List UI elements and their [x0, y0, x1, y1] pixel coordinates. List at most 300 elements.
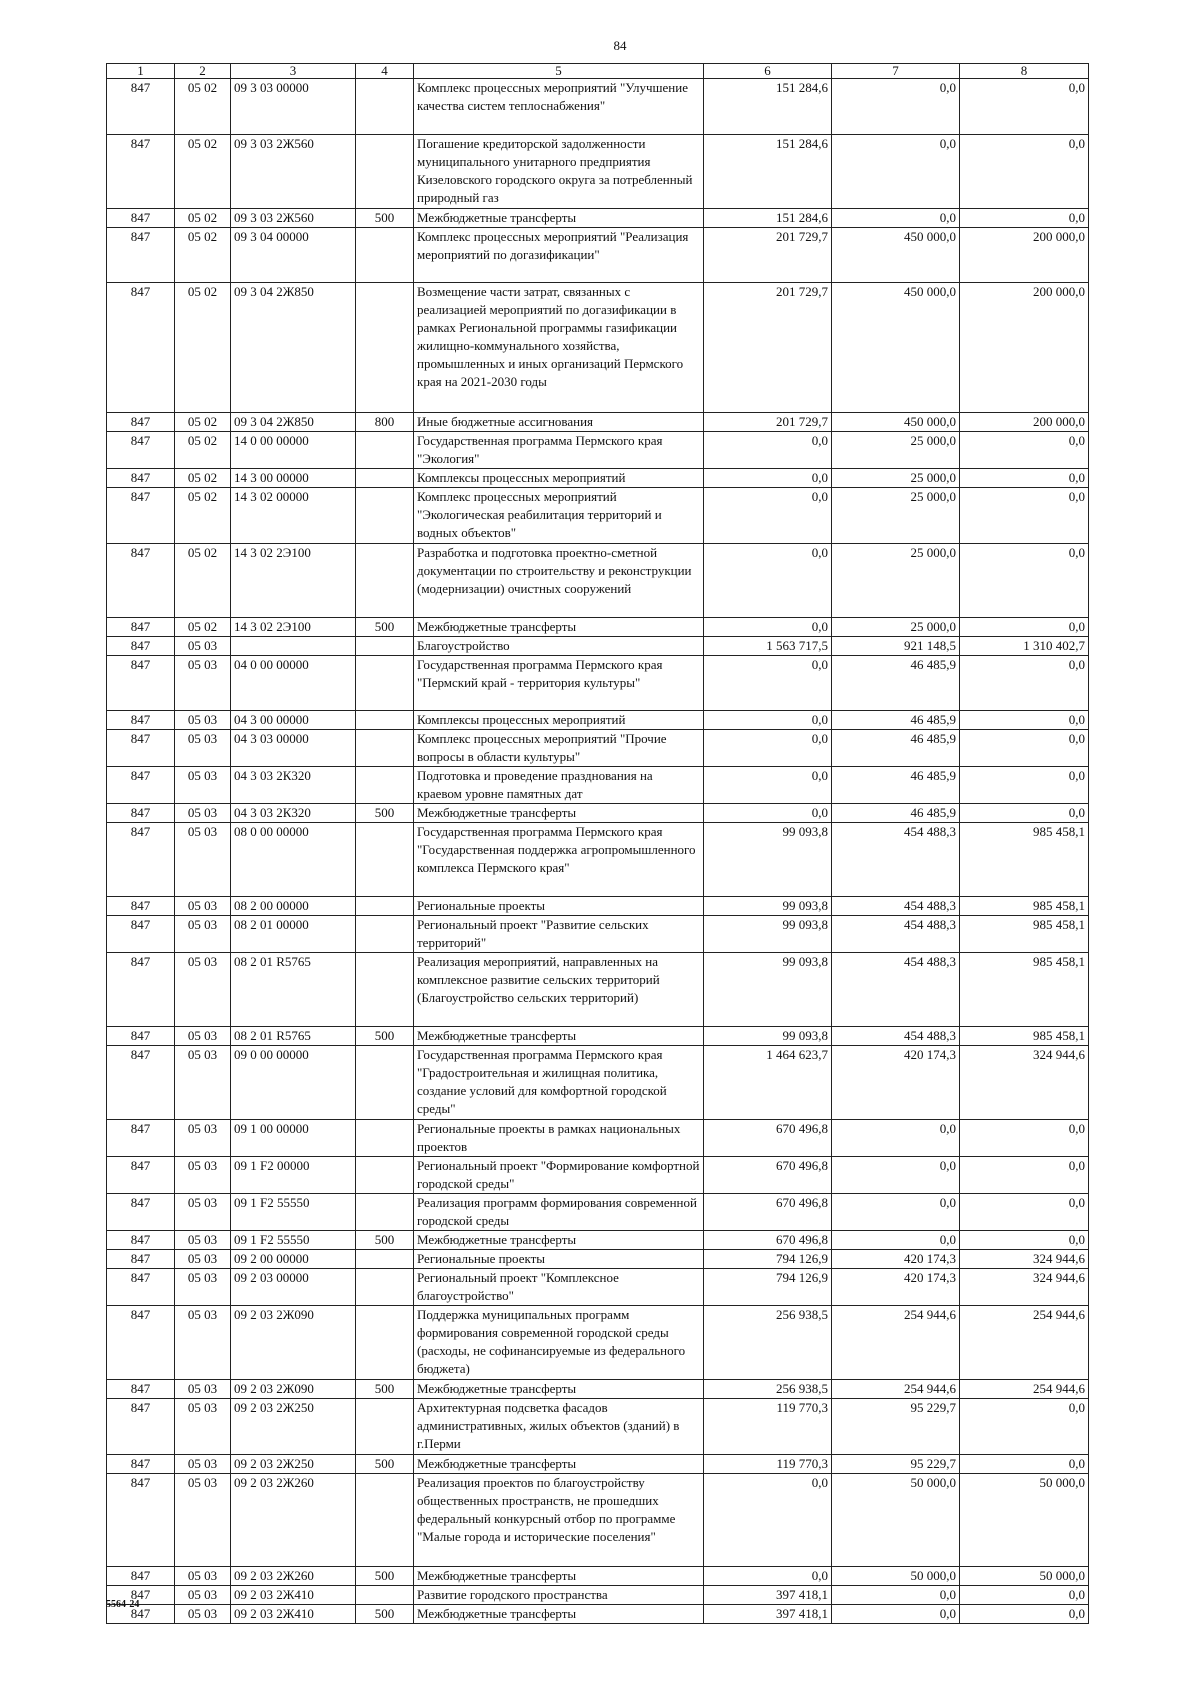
cell-amount-col7: 0,0	[832, 1586, 960, 1605]
cell-target-code: 09 0 00 00000	[231, 1046, 356, 1120]
header-cell: 5	[414, 64, 704, 79]
cell-target-code: 08 2 01 R5765	[231, 1027, 356, 1046]
cell-target-code: 09 2 03 2Ж260	[231, 1474, 356, 1567]
table-row	[107, 1027, 1089, 1046]
cell-section-code: 05 03	[175, 1586, 231, 1605]
cell-amount-col7: 25 000,0	[832, 618, 960, 637]
cell-ministry-code: 847	[107, 656, 175, 711]
cell-amount-col8: 324 944,6	[960, 1269, 1089, 1306]
cell-section-code: 05 03	[175, 1567, 231, 1586]
cell-amount-col6: 0,0	[704, 730, 832, 767]
cell-name: Межбюджетные трансферты	[414, 1231, 704, 1250]
cell-amount-col7: 254 944,6	[832, 1380, 960, 1399]
cell-ministry-code: 847	[107, 1399, 175, 1455]
cell-name: Межбюджетные трансферты	[414, 1455, 704, 1474]
table-row	[107, 413, 1089, 432]
table-row	[107, 767, 1089, 804]
cell-section-code: 05 03	[175, 804, 231, 823]
cell-ministry-code: 847	[107, 469, 175, 488]
table-row	[107, 283, 1089, 413]
cell-section-code: 05 02	[175, 209, 231, 228]
cell-section-code: 05 03	[175, 1605, 231, 1624]
cell-name: Возмещение части затрат, связанных с реализацией мероприятий по догазификации в рамках Региональной программы газификации жилищно-коммунального хозяйства, промышленных и иных организаций Пермского края на 2021-2030 годы	[414, 283, 704, 413]
header-cell: 7	[832, 64, 960, 79]
cell-expense-type	[356, 1250, 414, 1269]
cell-expense-type	[356, 1474, 414, 1567]
cell-target-code: 04 0 00 00000	[231, 656, 356, 711]
cell-amount-col8: 0,0	[960, 767, 1089, 804]
cell-expense-type	[356, 488, 414, 544]
cell-ministry-code: 847	[107, 1250, 175, 1269]
cell-name: Региональный проект "Развитие сельских территорий"	[414, 916, 704, 953]
cell-name: Благоустройство	[414, 637, 704, 656]
table-row	[107, 1120, 1089, 1157]
cell-target-code: 04 3 03 2К320	[231, 804, 356, 823]
cell-name: Комплекс процессных мероприятий "Экологическая реабилитация территорий и водных объектов"	[414, 488, 704, 544]
cell-amount-col6: 99 093,8	[704, 1027, 832, 1046]
table-row	[107, 432, 1089, 469]
cell-target-code: 09 2 03 2Ж090	[231, 1380, 356, 1399]
cell-ministry-code: 847	[107, 804, 175, 823]
cell-amount-col8: 324 944,6	[960, 1250, 1089, 1269]
cell-amount-col6: 794 126,9	[704, 1250, 832, 1269]
cell-amount-col6: 99 093,8	[704, 897, 832, 916]
cell-section-code: 05 02	[175, 488, 231, 544]
cell-amount-col7: 50 000,0	[832, 1567, 960, 1586]
table-row	[107, 1157, 1089, 1194]
cell-name: Государственная программа Пермского края "Пермский край - территория культуры"	[414, 656, 704, 711]
cell-target-code: 08 2 01 R5765	[231, 953, 356, 1027]
cell-amount-col7: 420 174,3	[832, 1269, 960, 1306]
cell-amount-col7: 254 944,6	[832, 1306, 960, 1380]
cell-ministry-code: 847	[107, 135, 175, 209]
cell-target-code: 09 3 03 2Ж560	[231, 135, 356, 209]
cell-name: Поддержка муниципальных программ формирования современной городской среды (расходы, не софинансируемые из федерального бюджета)	[414, 1306, 704, 1380]
cell-section-code: 05 03	[175, 730, 231, 767]
cell-amount-col6: 0,0	[704, 656, 832, 711]
cell-name: Подготовка и проведение празднования на краевом уровне памятных дат	[414, 767, 704, 804]
header-cell: 3	[231, 64, 356, 79]
cell-amount-col7: 450 000,0	[832, 413, 960, 432]
cell-target-code: 14 3 02 00000	[231, 488, 356, 544]
cell-ministry-code: 847	[107, 767, 175, 804]
cell-ministry-code: 847	[107, 1306, 175, 1380]
cell-target-code: 14 0 00 00000	[231, 432, 356, 469]
cell-section-code: 05 03	[175, 1474, 231, 1567]
cell-expense-type	[356, 1194, 414, 1231]
cell-section-code: 05 03	[175, 823, 231, 897]
cell-amount-col8: 50 000,0	[960, 1474, 1089, 1567]
cell-amount-col6: 256 938,5	[704, 1306, 832, 1380]
table-row	[107, 1399, 1089, 1455]
cell-amount-col6: 0,0	[704, 488, 832, 544]
footer-code: 5564-24	[106, 1599, 140, 1610]
cell-amount-col6: 151 284,6	[704, 209, 832, 228]
cell-expense-type: 800	[356, 413, 414, 432]
cell-amount-col7: 454 488,3	[832, 823, 960, 897]
cell-amount-col6: 99 093,8	[704, 916, 832, 953]
cell-ministry-code: 847	[107, 1027, 175, 1046]
cell-expense-type	[356, 767, 414, 804]
budget-table	[106, 63, 1089, 1624]
cell-amount-col6: 0,0	[704, 469, 832, 488]
cell-expense-type	[356, 1306, 414, 1380]
cell-expense-type	[356, 1399, 414, 1455]
cell-amount-col6: 397 418,1	[704, 1586, 832, 1605]
cell-target-code: 09 3 04 00000	[231, 228, 356, 283]
cell-amount-col7: 46 485,9	[832, 804, 960, 823]
cell-ministry-code: 847	[107, 1605, 175, 1624]
cell-section-code: 05 02	[175, 228, 231, 283]
cell-amount-col8: 0,0	[960, 469, 1089, 488]
cell-amount-col7: 0,0	[832, 1231, 960, 1250]
cell-section-code: 05 03	[175, 637, 231, 656]
cell-amount-col8: 0,0	[960, 711, 1089, 730]
cell-name: Межбюджетные трансферты	[414, 1380, 704, 1399]
cell-amount-col6: 670 496,8	[704, 1157, 832, 1194]
cell-amount-col8: 0,0	[960, 1231, 1089, 1250]
table-row	[107, 916, 1089, 953]
cell-amount-col6: 670 496,8	[704, 1194, 832, 1231]
cell-expense-type	[356, 953, 414, 1027]
cell-section-code: 05 03	[175, 767, 231, 804]
header-cell: 4	[356, 64, 414, 79]
cell-expense-type: 500	[356, 1231, 414, 1250]
cell-ministry-code: 847	[107, 1474, 175, 1567]
table-row	[107, 953, 1089, 1027]
cell-section-code: 05 03	[175, 1120, 231, 1157]
cell-name: Межбюджетные трансферты	[414, 1605, 704, 1624]
cell-expense-type	[356, 656, 414, 711]
cell-target-code: 04 3 03 00000	[231, 730, 356, 767]
cell-name: Межбюджетные трансферты	[414, 1027, 704, 1046]
cell-target-code: 04 3 00 00000	[231, 711, 356, 730]
table-row	[107, 1455, 1089, 1474]
cell-expense-type: 500	[356, 804, 414, 823]
cell-amount-col6: 670 496,8	[704, 1120, 832, 1157]
cell-target-code: 09 2 03 2Ж410	[231, 1605, 356, 1624]
cell-amount-col7: 0,0	[832, 1605, 960, 1624]
cell-expense-type	[356, 469, 414, 488]
table-row	[107, 79, 1089, 135]
cell-ministry-code: 847	[107, 916, 175, 953]
cell-name: Межбюджетные трансферты	[414, 1567, 704, 1586]
cell-expense-type	[356, 544, 414, 618]
cell-amount-col6: 0,0	[704, 711, 832, 730]
cell-section-code: 05 02	[175, 79, 231, 135]
cell-target-code: 14 3 02 2Э100	[231, 618, 356, 637]
cell-target-code	[231, 637, 356, 656]
cell-amount-col7: 25 000,0	[832, 469, 960, 488]
cell-amount-col7: 0,0	[832, 209, 960, 228]
cell-amount-col8: 0,0	[960, 730, 1089, 767]
cell-target-code: 08 2 00 00000	[231, 897, 356, 916]
table-row	[107, 618, 1089, 637]
cell-ministry-code: 847	[107, 79, 175, 135]
cell-amount-col7: 46 485,9	[832, 656, 960, 711]
cell-amount-col8: 1 310 402,7	[960, 637, 1089, 656]
cell-amount-col8: 985 458,1	[960, 823, 1089, 897]
cell-section-code: 05 03	[175, 711, 231, 730]
cell-ministry-code: 847	[107, 823, 175, 897]
cell-expense-type	[356, 711, 414, 730]
cell-ministry-code: 847	[107, 1269, 175, 1306]
cell-name: Государственная программа Пермского края "Государственная поддержка агропромышленного комплекса Пермского края"	[414, 823, 704, 897]
cell-expense-type: 500	[356, 1027, 414, 1046]
cell-target-code: 09 1 F2 55550	[231, 1194, 356, 1231]
cell-target-code: 09 2 03 2Ж090	[231, 1306, 356, 1380]
cell-amount-col7: 46 485,9	[832, 767, 960, 804]
cell-expense-type	[356, 1269, 414, 1306]
cell-section-code: 05 02	[175, 618, 231, 637]
table-row	[107, 1046, 1089, 1120]
cell-expense-type: 500	[356, 1455, 414, 1474]
cell-name: Региональный проект "Формирование комфортной городской среды"	[414, 1157, 704, 1194]
table-row	[107, 711, 1089, 730]
cell-amount-col6: 151 284,6	[704, 135, 832, 209]
cell-section-code: 05 03	[175, 1231, 231, 1250]
table-row	[107, 823, 1089, 897]
cell-amount-col8: 0,0	[960, 1194, 1089, 1231]
cell-amount-col8: 0,0	[960, 1586, 1089, 1605]
cell-amount-col6: 119 770,3	[704, 1399, 832, 1455]
cell-ministry-code: 847	[107, 730, 175, 767]
cell-section-code: 05 02	[175, 432, 231, 469]
cell-target-code: 04 3 03 2К320	[231, 767, 356, 804]
cell-amount-col8: 985 458,1	[960, 953, 1089, 1027]
table-row	[107, 544, 1089, 618]
cell-amount-col8: 0,0	[960, 488, 1089, 544]
cell-amount-col8: 0,0	[960, 544, 1089, 618]
cell-name: Погашение кредиторской задолженности муниципального унитарного предприятия Кизеловского городского округа за потребленный природный газ	[414, 135, 704, 209]
cell-amount-col6: 397 418,1	[704, 1605, 832, 1624]
cell-target-code: 09 1 F2 00000	[231, 1157, 356, 1194]
cell-name: Развитие городского пространства	[414, 1586, 704, 1605]
cell-name: Реализация мероприятий, направленных на комплексное развитие сельских территорий (Благоустройство сельских территорий)	[414, 953, 704, 1027]
cell-amount-col6: 0,0	[704, 432, 832, 469]
cell-amount-col7: 420 174,3	[832, 1046, 960, 1120]
cell-expense-type: 500	[356, 209, 414, 228]
cell-amount-col8: 0,0	[960, 79, 1089, 135]
cell-ministry-code: 847	[107, 1231, 175, 1250]
cell-ministry-code: 847	[107, 618, 175, 637]
cell-name: Комплексы процессных мероприятий	[414, 469, 704, 488]
cell-section-code: 05 03	[175, 1306, 231, 1380]
cell-amount-col6: 201 729,7	[704, 283, 832, 413]
table-body	[107, 79, 1089, 1624]
cell-amount-col7: 450 000,0	[832, 283, 960, 413]
cell-ministry-code: 847	[107, 209, 175, 228]
cell-amount-col6: 794 126,9	[704, 1269, 832, 1306]
cell-amount-col8: 985 458,1	[960, 897, 1089, 916]
cell-expense-type: 500	[356, 1380, 414, 1399]
cell-amount-col6: 670 496,8	[704, 1231, 832, 1250]
cell-amount-col6: 0,0	[704, 767, 832, 804]
cell-ministry-code: 847	[107, 1586, 175, 1605]
cell-amount-col8: 200 000,0	[960, 283, 1089, 413]
table-row	[107, 804, 1089, 823]
cell-target-code: 08 0 00 00000	[231, 823, 356, 897]
cell-amount-col8: 0,0	[960, 1399, 1089, 1455]
cell-amount-col6: 256 938,5	[704, 1380, 832, 1399]
table-row	[107, 469, 1089, 488]
table-row	[107, 1380, 1089, 1399]
table-row	[107, 209, 1089, 228]
cell-amount-col7: 46 485,9	[832, 711, 960, 730]
cell-name: Региональные проекты	[414, 897, 704, 916]
cell-amount-col6: 151 284,6	[704, 79, 832, 135]
cell-target-code: 09 3 03 2Ж560	[231, 209, 356, 228]
cell-target-code: 09 3 04 2Ж850	[231, 413, 356, 432]
cell-amount-col7: 420 174,3	[832, 1250, 960, 1269]
cell-ministry-code: 847	[107, 283, 175, 413]
cell-target-code: 09 2 03 2Ж250	[231, 1455, 356, 1474]
table-row	[107, 1306, 1089, 1380]
cell-section-code: 05 02	[175, 544, 231, 618]
cell-target-code: 09 2 00 00000	[231, 1250, 356, 1269]
cell-section-code: 05 03	[175, 1046, 231, 1120]
cell-name: Государственная программа Пермского края "Градостроительная и жилищная политика, создание условий для комфортной городской среды"	[414, 1046, 704, 1120]
cell-amount-col6: 99 093,8	[704, 953, 832, 1027]
cell-amount-col8: 200 000,0	[960, 228, 1089, 283]
cell-ministry-code: 847	[107, 432, 175, 469]
header-row	[107, 64, 1089, 79]
cell-amount-col8: 985 458,1	[960, 916, 1089, 953]
cell-section-code: 05 03	[175, 1269, 231, 1306]
cell-ministry-code: 847	[107, 228, 175, 283]
cell-ministry-code: 847	[107, 1194, 175, 1231]
cell-section-code: 05 03	[175, 656, 231, 711]
cell-section-code: 05 03	[175, 1027, 231, 1046]
cell-amount-col8: 0,0	[960, 1120, 1089, 1157]
cell-amount-col8: 0,0	[960, 209, 1089, 228]
cell-target-code: 08 2 01 00000	[231, 916, 356, 953]
cell-ministry-code: 847	[107, 544, 175, 618]
cell-amount-col8: 0,0	[960, 804, 1089, 823]
cell-amount-col6: 0,0	[704, 1474, 832, 1567]
cell-expense-type	[356, 637, 414, 656]
cell-amount-col8: 0,0	[960, 656, 1089, 711]
cell-amount-col8: 0,0	[960, 1455, 1089, 1474]
cell-target-code: 09 2 03 2Ж410	[231, 1586, 356, 1605]
table-row	[107, 1250, 1089, 1269]
cell-amount-col8: 985 458,1	[960, 1027, 1089, 1046]
cell-expense-type: 500	[356, 1567, 414, 1586]
cell-ministry-code: 847	[107, 1046, 175, 1120]
cell-target-code: 09 1 F2 55550	[231, 1231, 356, 1250]
cell-name: Реализация программ формирования современной городской среды	[414, 1194, 704, 1231]
table-row	[107, 135, 1089, 209]
cell-expense-type	[356, 79, 414, 135]
cell-name: Межбюджетные трансферты	[414, 618, 704, 637]
cell-amount-col7: 0,0	[832, 1194, 960, 1231]
cell-name: Государственная программа Пермского края "Экология"	[414, 432, 704, 469]
cell-amount-col6: 0,0	[704, 544, 832, 618]
cell-section-code: 05 03	[175, 1399, 231, 1455]
cell-amount-col7: 0,0	[832, 1120, 960, 1157]
cell-amount-col7: 95 229,7	[832, 1455, 960, 1474]
table-row	[107, 897, 1089, 916]
cell-section-code: 05 03	[175, 1380, 231, 1399]
table-row	[107, 1567, 1089, 1586]
cell-name: Иные бюджетные ассигнования	[414, 413, 704, 432]
cell-section-code: 05 02	[175, 469, 231, 488]
cell-amount-col8: 0,0	[960, 1157, 1089, 1194]
cell-amount-col7: 95 229,7	[832, 1399, 960, 1455]
cell-section-code: 05 02	[175, 283, 231, 413]
cell-amount-col6: 99 093,8	[704, 823, 832, 897]
cell-expense-type	[356, 823, 414, 897]
cell-section-code: 05 03	[175, 1194, 231, 1231]
cell-target-code: 09 3 03 00000	[231, 79, 356, 135]
cell-expense-type: 500	[356, 618, 414, 637]
cell-amount-col8: 0,0	[960, 135, 1089, 209]
cell-amount-col7: 0,0	[832, 79, 960, 135]
table-row	[107, 228, 1089, 283]
cell-amount-col8: 50 000,0	[960, 1567, 1089, 1586]
cell-amount-col6: 0,0	[704, 618, 832, 637]
cell-expense-type	[356, 897, 414, 916]
cell-ministry-code: 847	[107, 1380, 175, 1399]
cell-name: Архитектурная подсветка фасадов административных, жилых объектов (зданий) в г.Перми	[414, 1399, 704, 1455]
table-row	[107, 1586, 1089, 1605]
cell-expense-type	[356, 283, 414, 413]
cell-amount-col7: 921 148,5	[832, 637, 960, 656]
cell-amount-col6: 0,0	[704, 804, 832, 823]
cell-amount-col7: 454 488,3	[832, 1027, 960, 1046]
table-row	[107, 1231, 1089, 1250]
cell-amount-col7: 454 488,3	[832, 953, 960, 1027]
cell-amount-col7: 450 000,0	[832, 228, 960, 283]
cell-amount-col7: 454 488,3	[832, 916, 960, 953]
cell-expense-type	[356, 135, 414, 209]
cell-target-code: 14 3 02 2Э100	[231, 544, 356, 618]
cell-amount-col8: 254 944,6	[960, 1306, 1089, 1380]
table-row	[107, 1269, 1089, 1306]
cell-amount-col7: 454 488,3	[832, 897, 960, 916]
table-row	[107, 488, 1089, 544]
header-cell: 2	[175, 64, 231, 79]
cell-name: Комплексы процессных мероприятий	[414, 711, 704, 730]
cell-target-code: 09 2 03 2Ж260	[231, 1567, 356, 1586]
cell-ministry-code: 847	[107, 413, 175, 432]
cell-section-code: 05 03	[175, 916, 231, 953]
cell-expense-type	[356, 228, 414, 283]
cell-name: Региональный проект "Комплексное благоустройство"	[414, 1269, 704, 1306]
cell-section-code: 05 02	[175, 413, 231, 432]
cell-expense-type	[356, 432, 414, 469]
cell-name: Региональные проекты в рамках национальных проектов	[414, 1120, 704, 1157]
cell-expense-type	[356, 1157, 414, 1194]
cell-amount-col6: 1 563 717,5	[704, 637, 832, 656]
cell-expense-type	[356, 916, 414, 953]
cell-amount-col8: 200 000,0	[960, 413, 1089, 432]
cell-name: Комплекс процессных мероприятий "Улучшение качества систем теплоснабжения"	[414, 79, 704, 135]
cell-target-code: 09 2 03 2Ж250	[231, 1399, 356, 1455]
cell-amount-col7: 25 000,0	[832, 488, 960, 544]
header-cell: 8	[960, 64, 1089, 79]
cell-section-code: 05 03	[175, 953, 231, 1027]
cell-name: Комплекс процессных мероприятий "Реализация мероприятий по догазификации"	[414, 228, 704, 283]
table-row	[107, 637, 1089, 656]
cell-expense-type	[356, 1120, 414, 1157]
cell-target-code: 09 1 00 00000	[231, 1120, 356, 1157]
cell-ministry-code: 847	[107, 897, 175, 916]
cell-ministry-code: 847	[107, 1120, 175, 1157]
cell-amount-col7: 50 000,0	[832, 1474, 960, 1567]
cell-ministry-code: 847	[107, 953, 175, 1027]
cell-ministry-code: 847	[107, 1455, 175, 1474]
